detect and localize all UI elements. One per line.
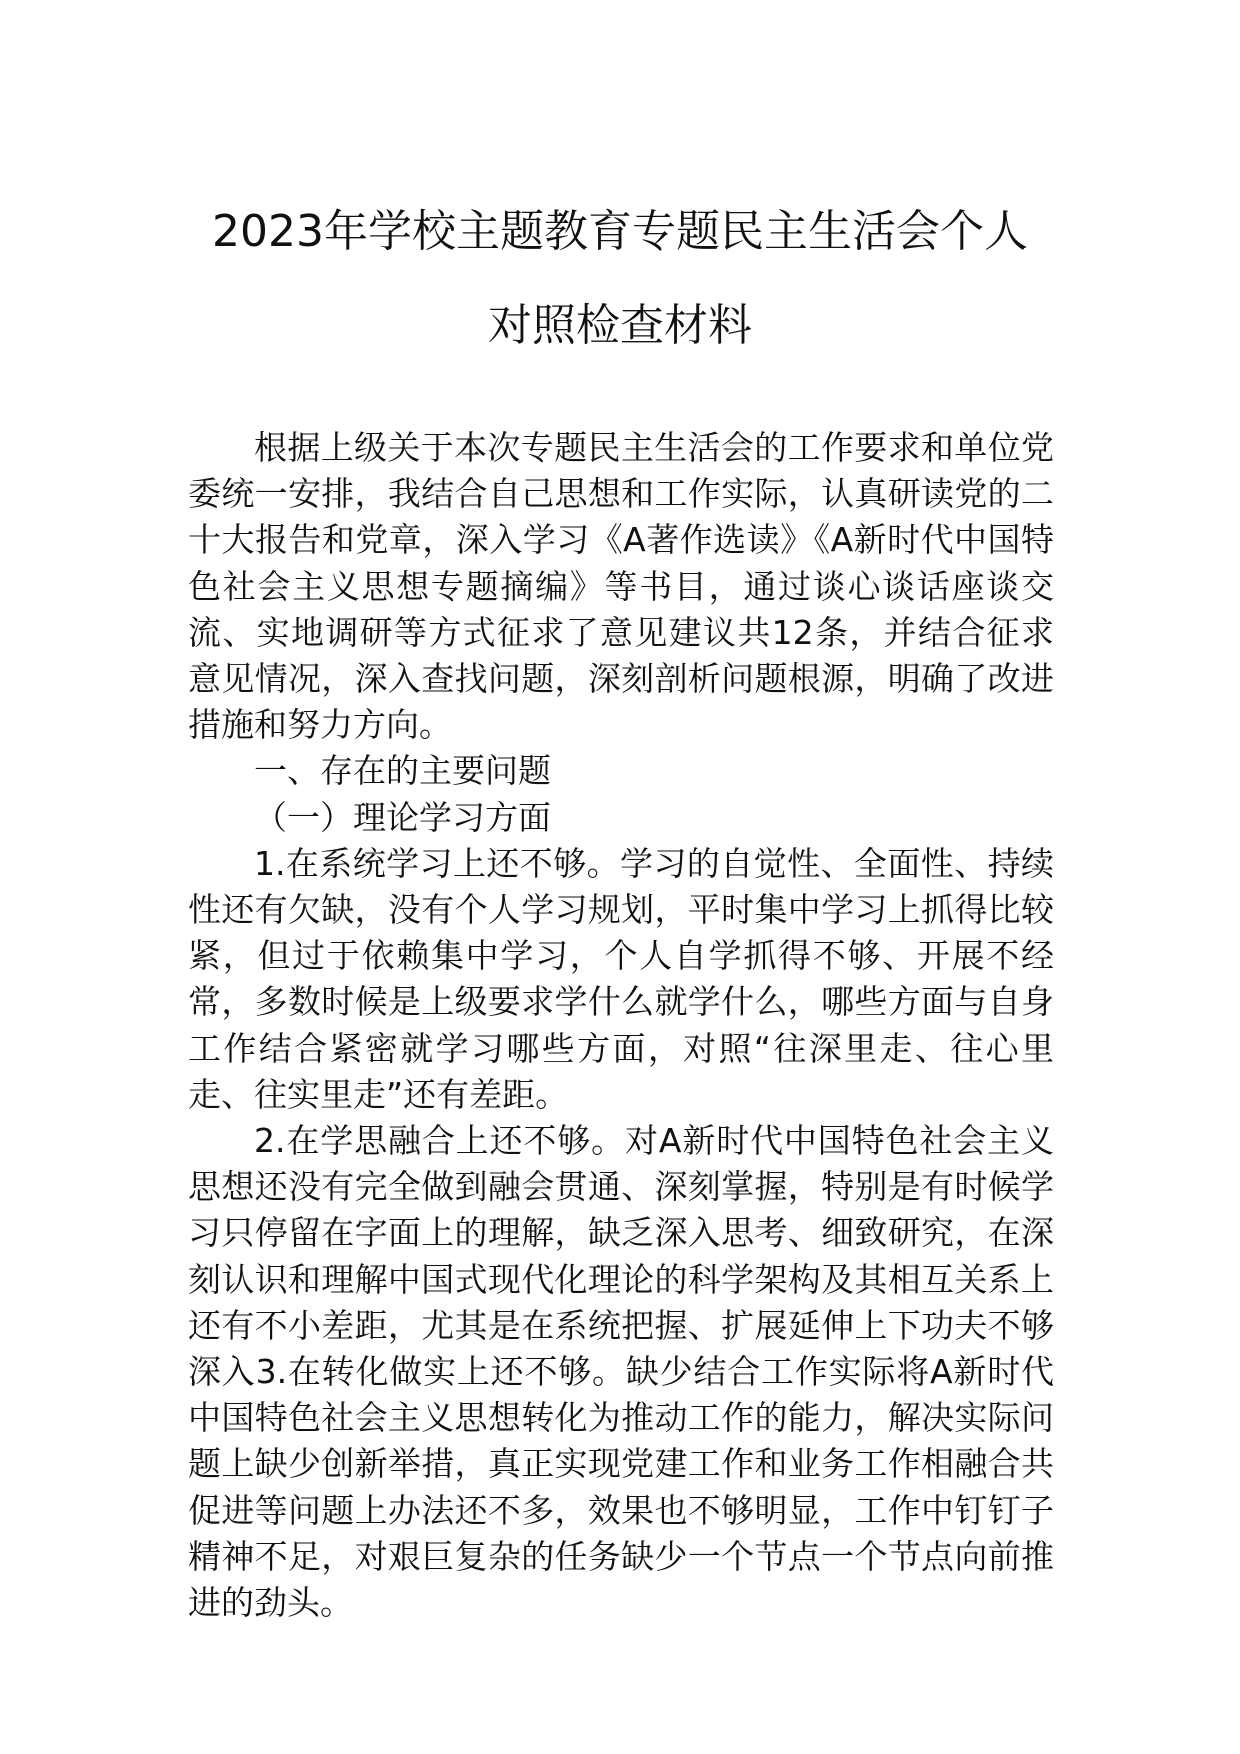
item-paragraph-2: 2.在学思融合上还不够。对A新时代中国特色社会主义思想还没有完全做到融会贯通、深刻掌握，特别是有时候学习只停留在字面上的理解，缺乏深入思考、细致研究，在深刻认识和理解中国式现代化理论的科学架构及其相互关系上还有不小差距，尤其是在系统把握、扩展延伸上下功夫不够深入3.在转化做实上还不够。缺少结合工作实际将A新时代中国特色社会主义思想转化为推动工作的能力，解决实际问题上缺少创新举措，真正实现党建工作和业务工作相融合共促进等问题上办法还不多，效果也不够明显，工作中钉钉子精神不足，对艰巨复杂的任务缺少一个节点一个节点向前推进的劲头。 (188, 1121, 1054, 1623)
item-paragraph-1: 1.在系统学习上还不够。学习的自觉性、全面性、持续性还有欠缺，没有个人学习规划，平时集中学习上抓得比较紧，但过于依赖集中学习，个人自学抓得不够、开展不经常，多数时候是上级要求学什么就学什么，哪些方面与自身工作结合紧密就学习哪些方面，对照“往深里走、往心里走、往实里走”还有差距。 (188, 843, 1054, 1114)
section-heading-problems: 一、存在的主要问题 (254, 751, 551, 791)
title-line-2: 对照检查材料 (488, 300, 752, 351)
subsection-heading-theory: （一）理论学习方面 (254, 797, 551, 837)
document-body (188, 425, 1054, 1626)
document-title (180, 208, 1060, 350)
title-line-1: 2023年学校主题教育专题民主生活会个人 (212, 206, 1028, 257)
intro-paragraph: 根据上级关于本次专题民主生活会的工作要求和单位党委统一安排，我结合自己思想和工作实际，认真研读党的二十大报告和党章，深入学习《A著作选读》《A新时代中国特色社会主义思想专题摘编》等书目，通过谈心谈话座谈交流、实地调研等方式征求了意见建议共12条，并结合征求意见情况，深入查找问题，深刻剖析问题根源，明确了改进措施和努力方向。 (188, 428, 1054, 745)
